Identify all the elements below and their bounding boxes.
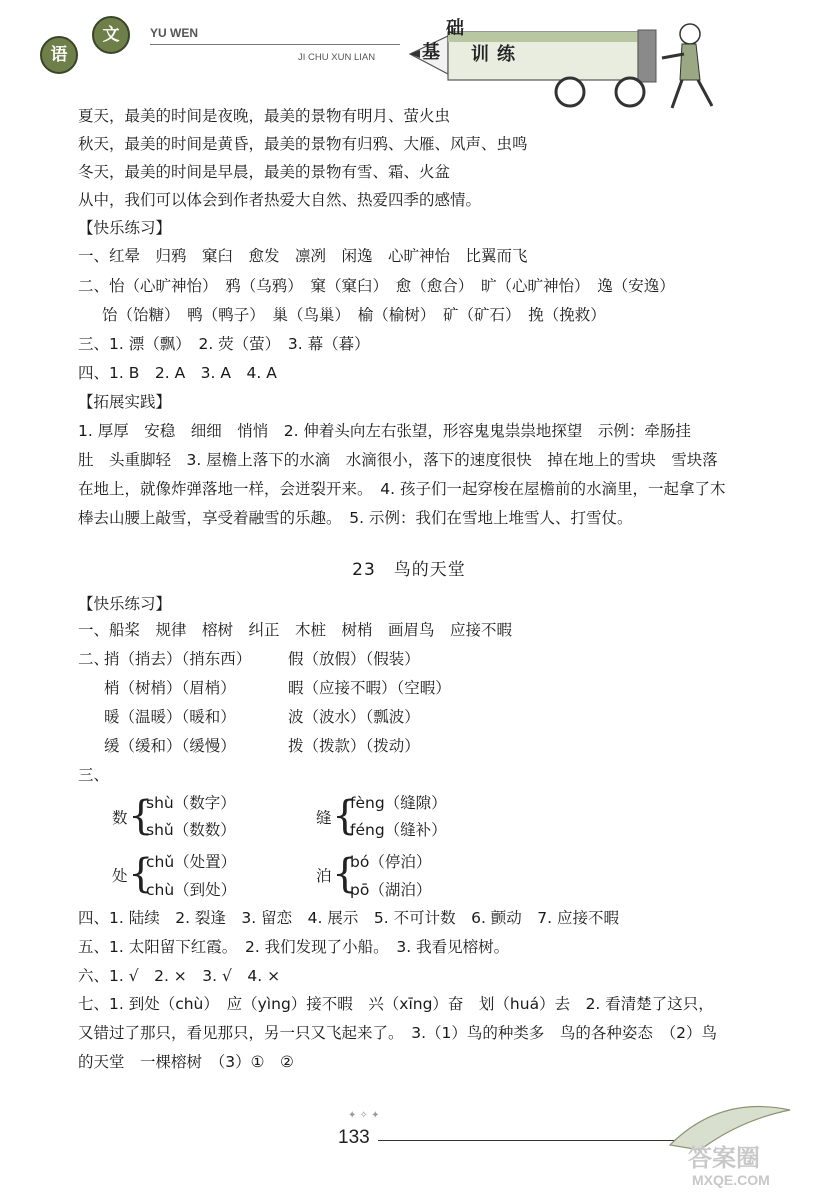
boy-body-icon [680,44,700,80]
polyphone-char: 数 [112,809,128,827]
polyphone-char: 处 [112,867,128,885]
watermark-logo: 答案圈 [688,1145,760,1172]
answer-line: 二、怡（心旷神怡） 鸦（乌鸦） 窠（窠臼） 愈（愈合） 旷（心旷神怡） 逸（安逸） [78,277,675,295]
q2-col2: 拨（拨款）（拨动） [288,737,420,755]
cart-wheel-right [616,78,644,106]
boy-legs-icon [672,80,712,108]
answer-line: 四、1. 陆续 2. 裂逢 3. 留恋 4. 展示 5. 不可计数 6. 颤动 7. 应接不暇 [78,909,620,927]
footer-rule [378,1140,698,1141]
section-heading: 【快乐练习】 [78,219,172,237]
polyphone-reading: chù（到处） [146,881,237,899]
answer-line: 在地上，就像炸弹落地一样，会迸裂开来。 4. 孩子们一起穿梭在屋檐前的水滴里，一起拿了木 [78,480,726,498]
text-line: 夏天，最美的时间是夜晚，最美的景物有明月、萤火虫 [78,107,451,125]
banner-char-1: 基 [422,42,440,63]
seal-wen-icon: 文 [92,16,130,54]
q2-col2: 假（放假）（假装） [288,650,420,668]
answer-line: 的天堂 一棵榕树 （3）① ② [78,1053,294,1071]
answer-line: 肚 头重脚轻 3. 屋檐上落下的水滴 水滴很小，落下的速度很快 掉在地上的雪块 雪块落 [78,451,718,469]
header-yuwen: YU WEN [150,26,198,40]
sparkle-icon: ✦ ✧ ✦ [348,1110,380,1121]
banner-char-2: 础 [446,18,464,39]
answer-line: 六、1. √ 2. × 3. √ 4. × [78,967,281,985]
brace-icon: { [332,793,358,839]
section-heading: 【拓展实践】 [78,393,172,411]
answer-line: 1. 厚厚 安稳 细细 悄悄 2. 伸着头向左右张望，形容鬼鬼祟祟地探望 示例：牵肠挂 [78,422,691,440]
polyphone-char: 缝 [316,809,332,827]
polyphone-reading: shù（数字） [146,794,236,812]
brace-icon: { [332,851,358,897]
q2-col1: 暖（温暖）（暖和） [104,708,236,726]
answer-line: 一、红晕 归鸦 窠臼 愈发 凛冽 闲逸 心旷神怡 比翼而飞 [78,247,528,265]
banner-char-3: 训 [471,44,489,65]
text-line: 秋天，最美的时间是黄昏，最美的景物有归鸦、大雁、风声、虫鸣 [78,135,528,153]
section-heading: 【快乐练习】 [78,595,172,613]
banner-char-4: 练 [497,44,515,65]
q2-col2: 波（波水）（瓢波） [288,708,420,726]
polyphone-reading: fèng（缝隙） [350,794,447,812]
seal-yu-icon: 语 [40,36,78,74]
polyphone-reading: chǔ（处置） [146,853,237,871]
answer-line: 五、1. 太阳留下红霞。 2. 我们发现了小船。 3. 我看见榕树。 [78,938,510,956]
polyphone-reading: bó（停泊） [350,853,432,871]
header-jichu: JI CHU XUN LIAN [298,52,376,63]
boy-head-icon [680,24,700,44]
header-rule [150,44,400,45]
answer-line: 三、1. 漂（飘） 2. 荧（萤） 3. 幕（暮） [78,335,370,353]
q2-col1: 梢（树梢）（眉梢） [104,679,236,697]
answer-line: 饴（饴糖） 鸭（鸭子） 巢（鸟巢） 榆（榆树） 矿（矿石） 挽（挽救） [102,306,606,324]
q2-label: 二、 [78,650,110,668]
polyphone-reading: shǔ（数数） [146,821,236,839]
answer-line: 四、1. B 2. A 3. A 4. A [78,364,277,382]
brace-icon: { [128,793,154,839]
boy-arm-icon [662,54,684,58]
brace-icon: { [128,851,154,897]
polyphone-reading: féng（缝补） [350,821,447,839]
text-line: 从中，我们可以体会到作者热爱大自然、热爱四季的感情。 [78,191,482,209]
q2-col1: 缓（缓和）（缓慢） [104,737,236,755]
answer-line: 棒去山腰上敲雪，享受着融雪的乐趣。 5. 示例：我们在雪地上堆雪人、打雪仗。 [78,509,633,527]
polyphone-char: 泊 [316,867,332,885]
watermark-url: MXQE.COM [692,1172,770,1188]
lesson-title: 23 鸟的天堂 [352,560,466,580]
q2-col1: 捎（捎去）（捎东西） [104,650,252,668]
polyphone-reading: pō（湖泊） [350,881,432,899]
q3-label: 三、 [78,766,110,784]
cart-wheel-left [556,78,584,106]
pencil-ferrule [638,30,656,82]
answer-line: 七、1. 到处（chù） 应（yìng）接不暇 兴（xīng）奋 划（huá）去 2. 看清楚了这只， [78,995,714,1013]
answer-line: 一、船桨 规律 榕树 纠正 木桩 树梢 画眉鸟 应接不暇 [78,621,513,639]
page-number: 133 [338,1127,370,1148]
text-line: 冬天，最美的时间是早晨，最美的景物有雪、霜、火盆 [78,163,451,181]
answer-line: 又错过了那只，看见那只，另一只又飞起来了。 3.（1）鸟的种类多 鸟的各种姿态 （2）鸟 [78,1024,718,1042]
q2-col2: 暇（应接不暇）（空暇） [288,679,451,697]
